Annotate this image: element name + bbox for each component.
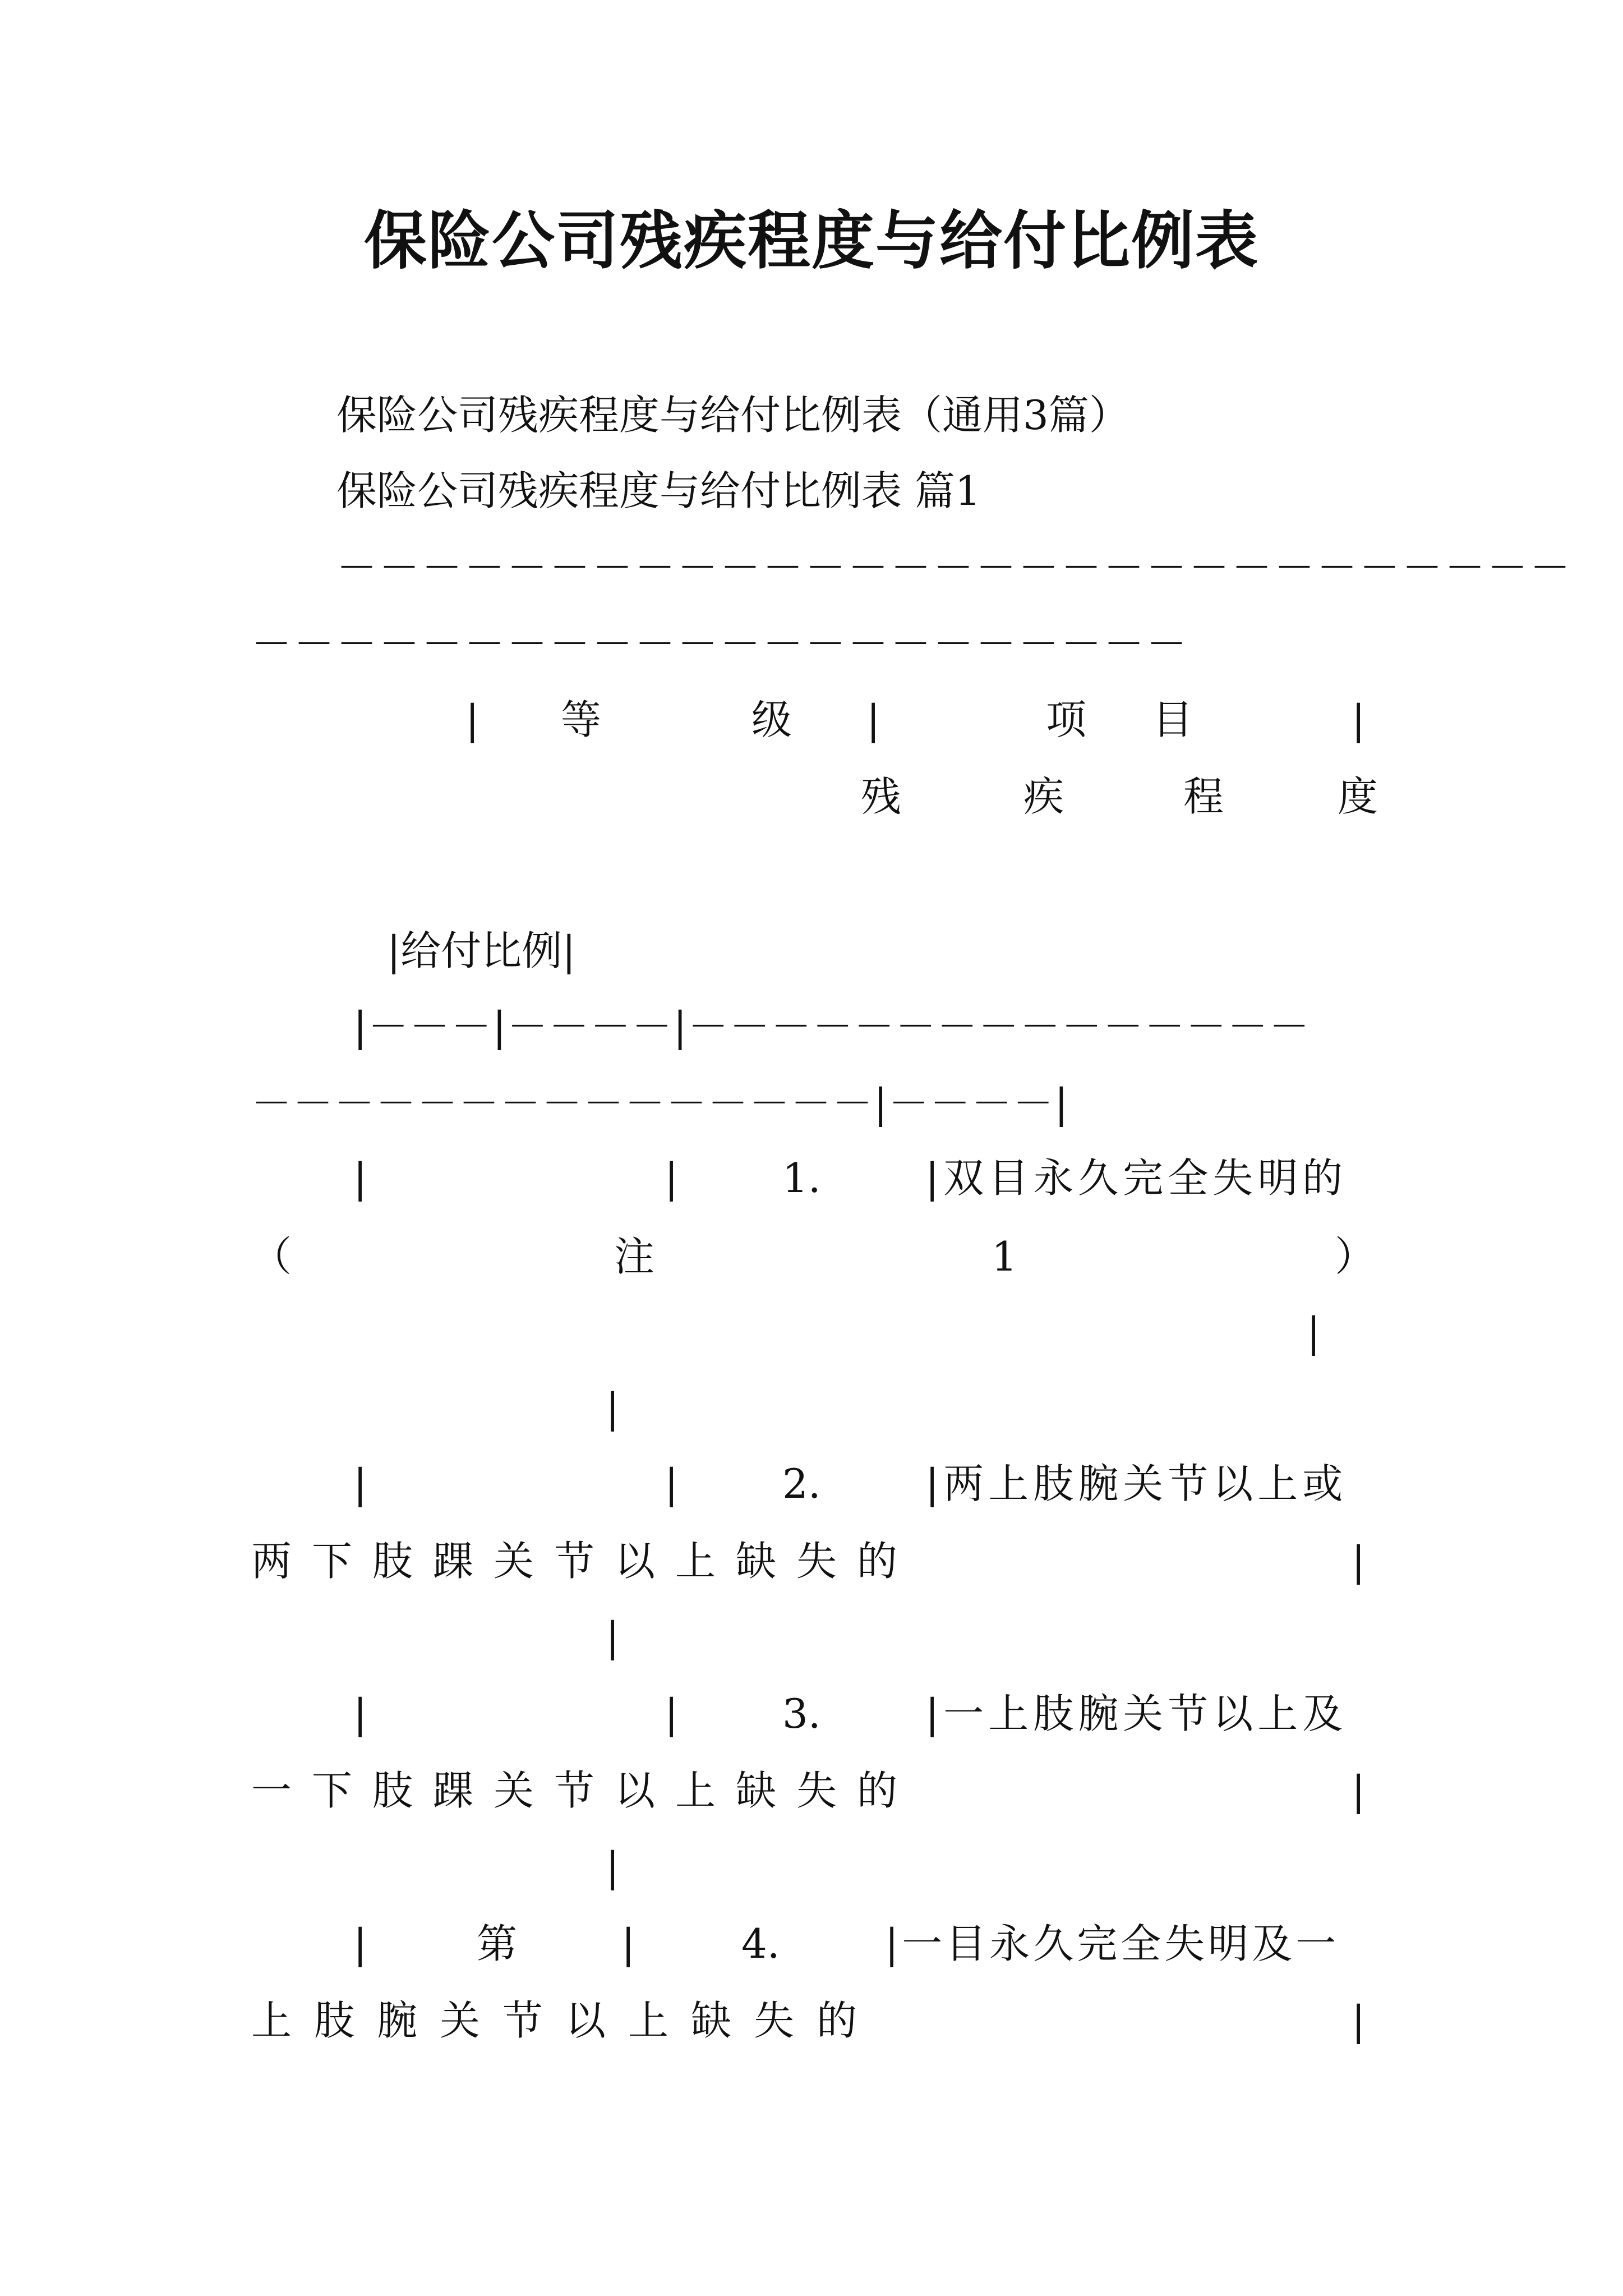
table-cell: |	[606, 1613, 620, 1660]
table-cell: |	[665, 1690, 679, 1737]
item-description: 上肢腕关节以上缺失的	[251, 1997, 880, 2044]
divider-line: －－－－－－－－－－－－－－－－－－－－－－	[251, 620, 1189, 668]
table-cell: |	[353, 1460, 367, 1507]
item-number: 3.	[782, 1690, 821, 1737]
table-cell: |	[353, 1154, 367, 1202]
intro-text: 保险公司残疾程度与给付比例表（通用3篇）	[336, 392, 1129, 439]
divider-line: －－－－－－－－－－－－－－－－－－－－－－－－－－－－－	[336, 544, 1573, 591]
table-header-cell: 等	[561, 696, 602, 743]
item-description: |双目永久完全失明的	[925, 1154, 1348, 1202]
table-cell: |	[621, 1920, 635, 1967]
table-cell: |	[1352, 1767, 1366, 1814]
table-cell: |	[665, 1154, 679, 1202]
document-title: 保险公司残疾程度与给付比例表	[364, 204, 1259, 278]
table-cell: |	[353, 1920, 367, 1967]
table-cell: 1	[992, 1233, 1017, 1280]
table-header-cell: 度	[1338, 773, 1378, 820]
table-cell: |	[353, 1690, 367, 1737]
item-number: 1.	[782, 1154, 821, 1202]
item-description: 两下肢踝关节以上缺失的	[251, 1538, 918, 1585]
item-description: 一下肢踝关节以上缺失的	[251, 1767, 918, 1814]
table-cell: |	[606, 1384, 620, 1432]
table-header-cell: 级	[751, 696, 792, 743]
table-header-cell: 残	[861, 773, 902, 820]
table-cell: （	[251, 1233, 292, 1280]
table-cell: 注	[614, 1233, 655, 1280]
table-header-cell: 程	[1183, 773, 1224, 820]
table-cell: |	[665, 1460, 679, 1507]
item-description: |两上肢腕关节以上或	[925, 1460, 1348, 1507]
table-cell: |	[606, 1843, 620, 1890]
table-header-cell: |给付比例|	[387, 927, 576, 974]
item-description: |一上肢腕关节以上及	[925, 1690, 1348, 1737]
item-number: 4.	[741, 1920, 780, 1967]
item-number: 2.	[782, 1460, 821, 1507]
table-cell: |	[1307, 1309, 1321, 1356]
table-header-cell: 目	[1152, 696, 1193, 743]
grade-label: 第	[477, 1920, 518, 1967]
section-heading: 保险公司残疾程度与给付比例表 篇1	[336, 467, 981, 514]
table-header-cell: 疾	[1023, 773, 1064, 820]
table-cell: |	[1352, 1997, 1366, 2044]
table-header-cell: |	[465, 696, 479, 743]
table-header-cell: 项	[1046, 696, 1087, 743]
table-separator: |－－－|－－－－|－－－－－－－－－－－－－－－	[353, 1003, 1311, 1050]
item-description: |一目永久完全失明及一	[885, 1920, 1340, 1967]
table-header-cell: |	[1352, 696, 1366, 743]
table-cell: |	[1352, 1538, 1366, 1585]
table-header-cell: |	[866, 696, 880, 743]
table-cell: ）	[1335, 1233, 1376, 1280]
table-separator: －－－－－－－－－－－－－－－|－－－－|	[251, 1080, 1069, 1127]
